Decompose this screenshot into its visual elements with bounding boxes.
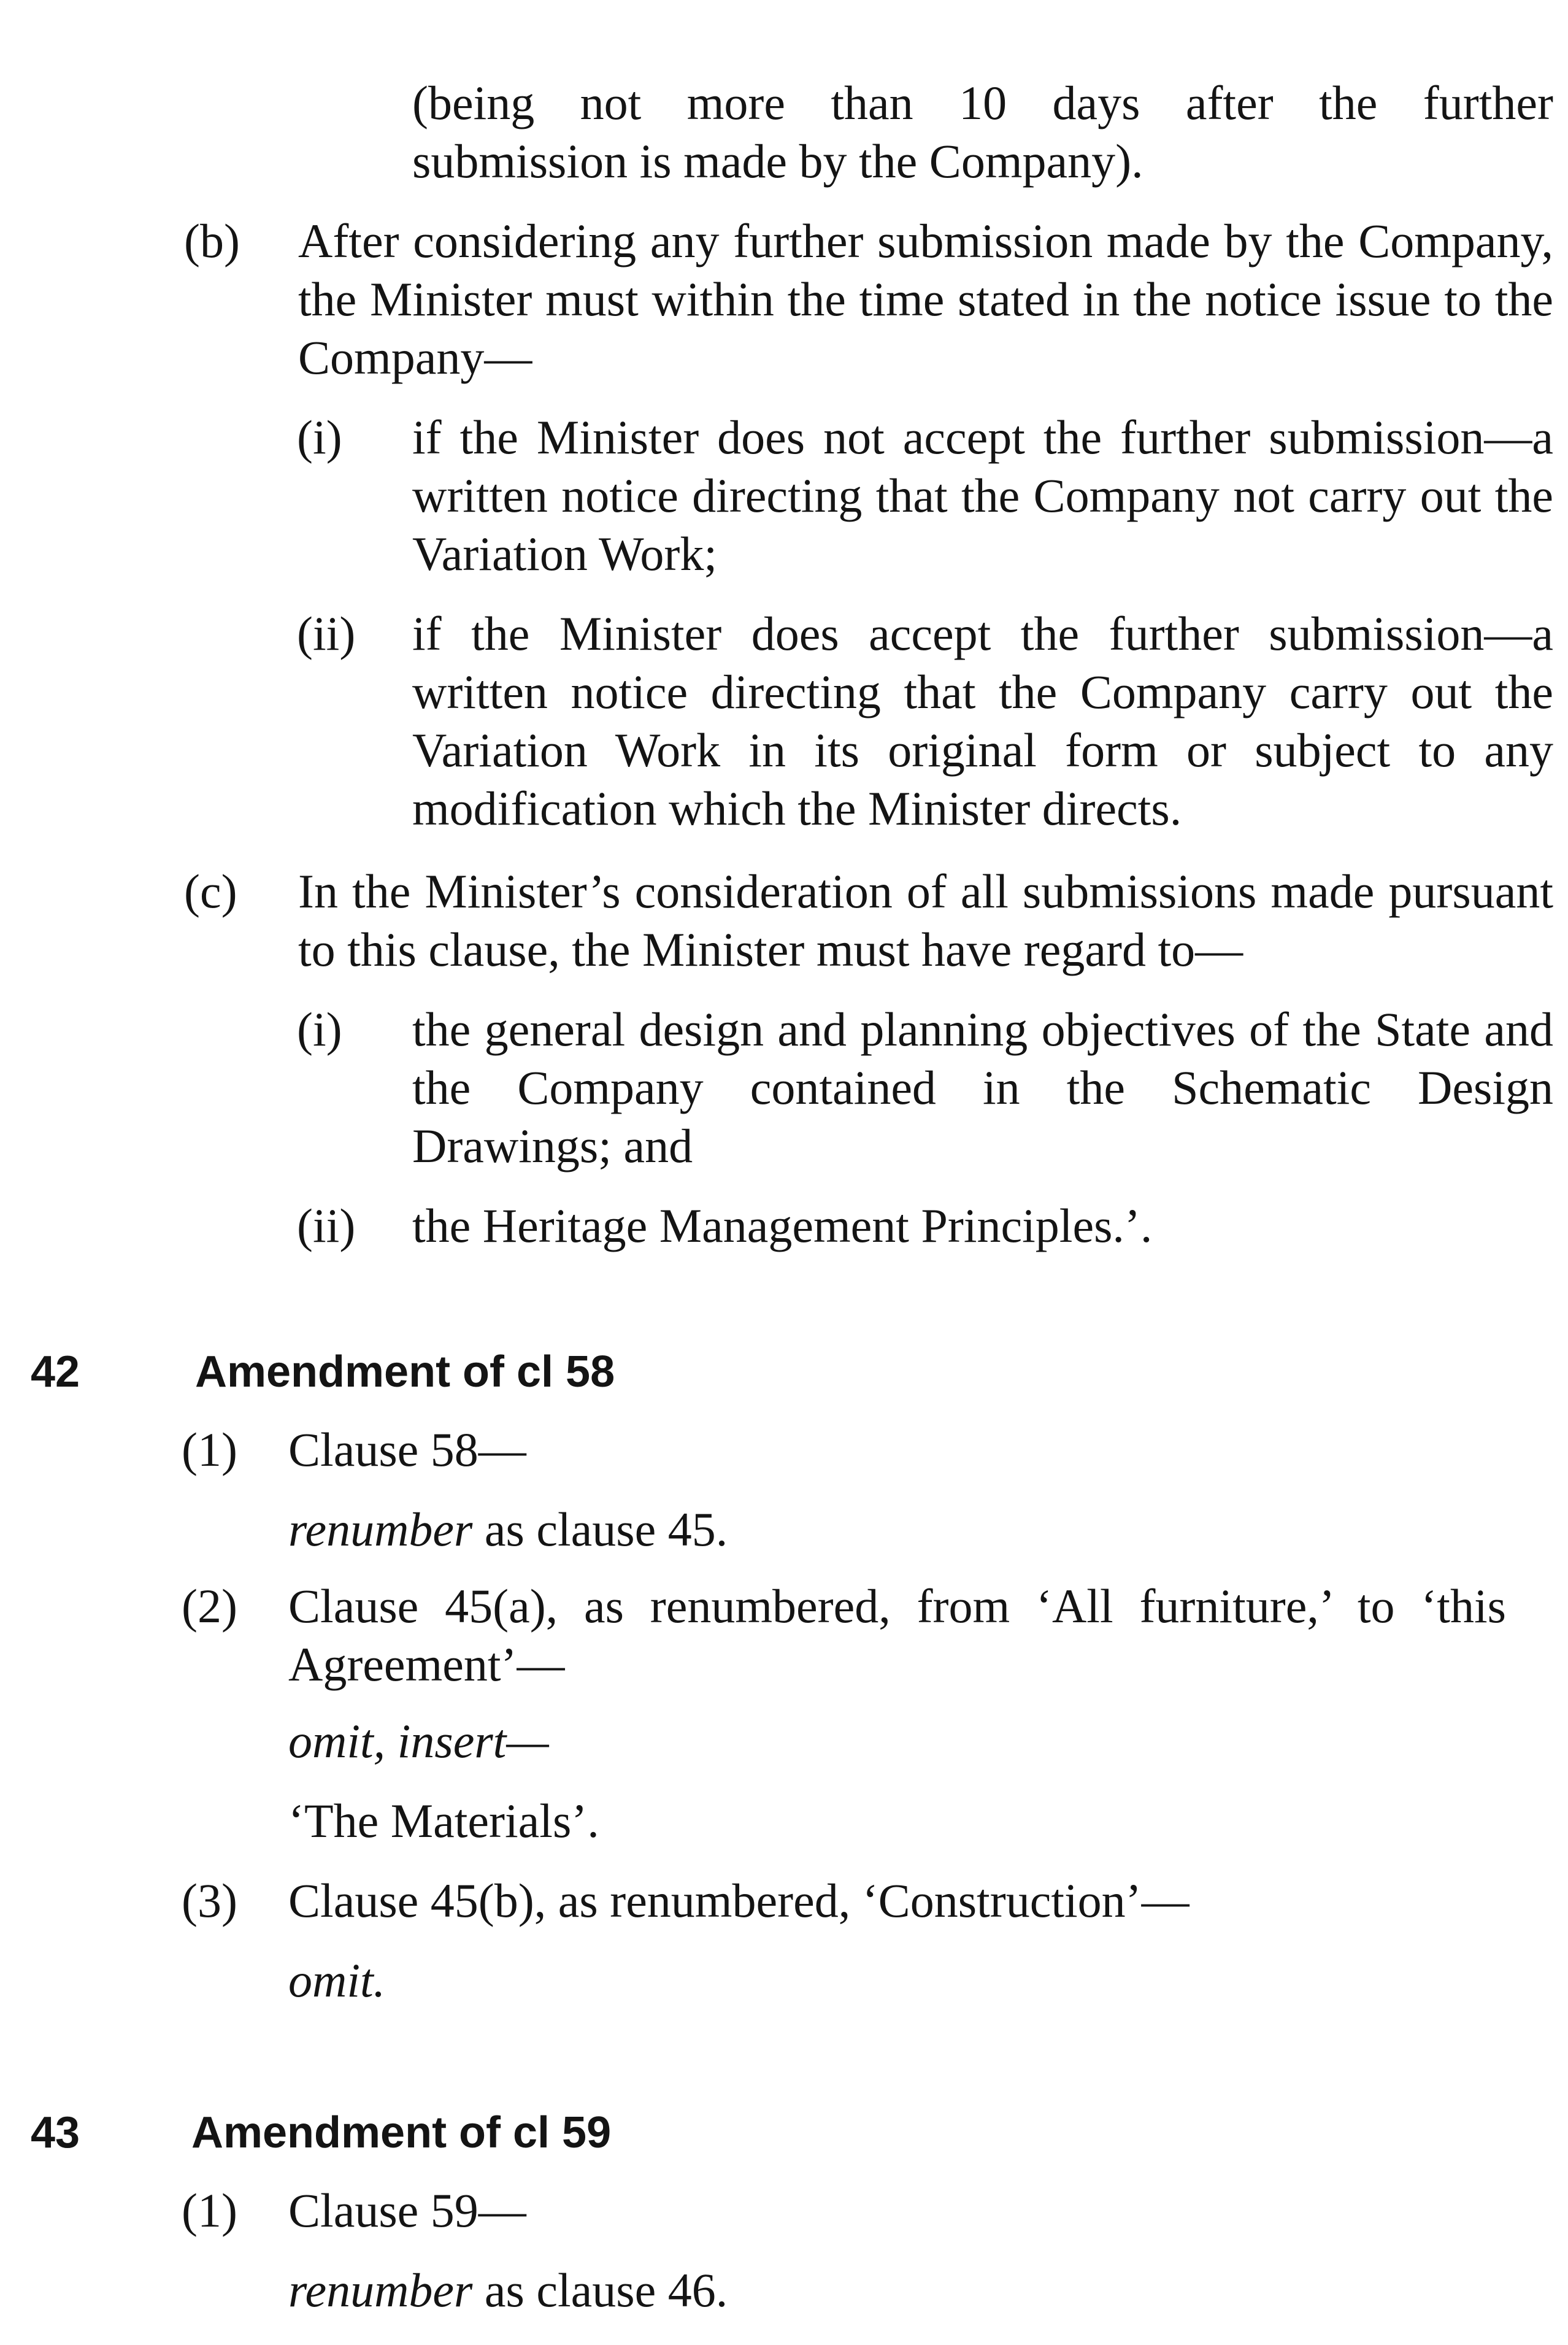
continuation-line-2: submission is made by the Company). — [412, 134, 1143, 188]
section-43-item-1-instruction — [288, 2261, 728, 2319]
amend-instruction: renumber — [288, 1503, 473, 1556]
section-42-item-3-label: (3) — [182, 1874, 237, 1927]
item-c-i-text: the general design and planning objectives of the State and the Company contained in the Schematic Design Drawings; and — [412, 1003, 1553, 1172]
section-42-item-2-inserted-text: ‘The Materials’. — [288, 1794, 599, 1847]
section-42-item-2-label: (2) — [182, 1579, 237, 1633]
section-42-item-3-instruction: omit. — [288, 1954, 386, 2007]
section-42-heading: Amendment of cl 58 — [195, 1347, 615, 1396]
amend-instruction-rest: as clause 46. — [472, 2263, 728, 2317]
amend-instruction-rest: as clause 45. — [472, 1503, 728, 1556]
item-c-i-label: (i) — [297, 1003, 342, 1056]
item-b-i-label: (i) — [297, 410, 342, 464]
item-c-ii-label: (ii) — [297, 1199, 356, 1252]
item-b-ii-text: if the Minister does accept the further submission—a written notice directing that the Company carry out the Variation Work in its original form or subject to any modification which the Minister directs. — [412, 607, 1553, 835]
item-b-i-text: if the Minister does not accept the further submission—a written notice directing that the Company not carry out the Variation Work; — [412, 410, 1553, 580]
section-43-number: 43 — [31, 2108, 80, 2157]
section-42-item-1-text: Clause 58— — [288, 1423, 526, 1476]
continuation-line-1: (being not more than 10 days after the further — [412, 76, 1553, 129]
section-43-heading: Amendment of cl 59 — [191, 2108, 612, 2157]
section-42-number: 42 — [31, 1347, 80, 1396]
item-c-ii-text: the Heritage Management Principles.’. — [412, 1199, 1153, 1252]
section-42-item-2-text: Clause 45(a), as renumbered, from ‘All furniture,’ to ‘this Agreement’— — [288, 1579, 1506, 1691]
item-b-ii-label: (ii) — [297, 607, 356, 660]
section-42-item-1-instruction — [288, 1500, 728, 1558]
section-42-item-1-label: (1) — [182, 1423, 237, 1476]
section-42-item-3-text: Clause 45(b), as renumbered, ‘Construction’— — [288, 1874, 1189, 1927]
amend-instruction: renumber — [288, 2263, 473, 2317]
item-b-label: (b) — [184, 214, 240, 268]
item-b-text: After considering any further submission made by the Company, the Minister must within the time stated in the notice issue to the Company— — [298, 214, 1553, 384]
item-c-label: (c) — [184, 864, 237, 918]
section-42-item-2-instruction: omit, insert— — [288, 1714, 549, 1768]
item-c-text: In the Minister’s consideration of all submissions made pursuant to this clause, the Minister must have regard to— — [298, 864, 1553, 976]
section-43-item-1-text: Clause 59— — [288, 2184, 526, 2237]
section-43-item-1-label: (1) — [182, 2184, 237, 2237]
